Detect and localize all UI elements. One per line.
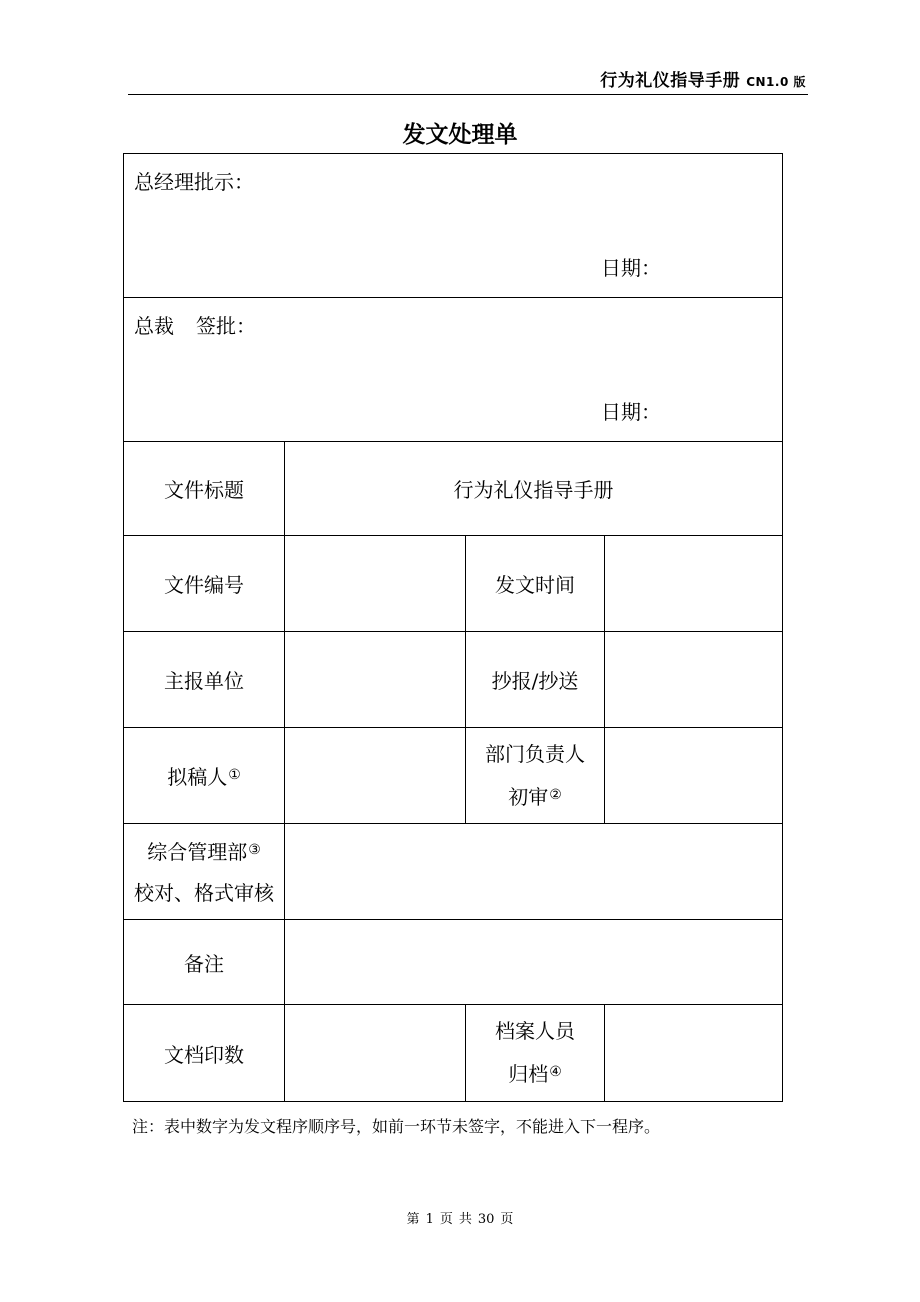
admin-review-label-cell (124, 824, 285, 920)
main-unit-field[interactable] (285, 632, 466, 728)
dept-head-label-line2: 初审 (508, 784, 549, 809)
print-count-row (124, 1005, 783, 1102)
gm-approval-label: 总经理批示： (134, 170, 254, 194)
file-title-row (124, 442, 783, 536)
archive-label-line1: 档案人员 (495, 1019, 575, 1043)
remarks-label: 备注 (124, 920, 285, 1005)
document-title: 发文处理单 (402, 122, 518, 148)
dept-head-label-line1: 部门负责人 (485, 741, 585, 766)
print-count-label: 文档印数 (124, 1005, 285, 1102)
drafter-field[interactable] (285, 728, 466, 824)
issue-time-label: 发文时间 (466, 536, 605, 632)
dept-head-label-cell (466, 728, 605, 824)
file-number-label: 文件编号 (124, 536, 285, 632)
dept-head-label-line2-wrap (466, 775, 604, 818)
drafter-step-mark: ① (228, 767, 241, 783)
main-unit-label: 主报单位 (124, 632, 285, 728)
gm-date-label: 日期： (601, 256, 661, 280)
dept-head-step-mark: ② (549, 786, 562, 803)
page-number (0, 1208, 920, 1227)
page-prefix: 第 (406, 1212, 420, 1227)
president-approval-row (124, 298, 783, 442)
page-current: 1 (425, 1212, 434, 1227)
drafter-row (124, 728, 783, 824)
page-header (128, 64, 808, 95)
gm-approval-cell[interactable] (124, 154, 783, 298)
file-number-field[interactable] (285, 536, 466, 632)
header-title-block (600, 66, 806, 91)
drafter-label: 拟稿人 (167, 765, 228, 789)
president-label-part2: 签批： (196, 314, 256, 338)
cc-label: 抄报/抄送 (466, 632, 605, 728)
president-date-label: 日期： (601, 400, 661, 424)
page-suffix: 页 (500, 1212, 514, 1227)
archive-field[interactable] (605, 1005, 783, 1102)
gm-approval-row (124, 154, 783, 298)
cc-field[interactable] (605, 632, 783, 728)
admin-review-label-line2: 校对、格式审核 (134, 880, 274, 905)
admin-review-row (124, 824, 783, 920)
admin-review-step-mark: ③ (248, 841, 261, 858)
dept-head-field[interactable] (605, 728, 783, 824)
president-approval-label (134, 310, 256, 339)
president-approval-cell[interactable] (124, 298, 783, 442)
footnote: 注：表中数字为发文程序顺序号，如前一环节未签字，不能进入下一程序。 (132, 1117, 661, 1136)
file-title-label: 文件标题 (124, 442, 285, 536)
page-total: 30 (477, 1212, 495, 1227)
file-number-row (124, 536, 783, 632)
page-mid: 页 (439, 1212, 453, 1227)
archive-label-line2-wrap (466, 1052, 604, 1095)
admin-review-label-line1: 综合管理部 (147, 839, 248, 864)
remarks-row (124, 920, 783, 1005)
print-count-field[interactable] (285, 1005, 466, 1102)
header-title: 行为礼仪指导手册 (600, 71, 741, 91)
president-label-part1: 总裁 (134, 314, 174, 338)
remarks-field[interactable] (285, 920, 783, 1005)
archive-label-cell (466, 1005, 605, 1102)
issue-time-field[interactable] (605, 536, 783, 632)
archive-label-line2: 归档 (508, 1062, 549, 1086)
file-title-value[interactable]: 行为礼仪指导手册 (285, 442, 783, 536)
admin-review-field[interactable] (285, 824, 783, 920)
main-unit-row (124, 632, 783, 728)
header-version: CN1.0 版 (746, 75, 806, 89)
admin-review-line1-wrap (124, 830, 284, 873)
dispatch-form-table (123, 153, 783, 1102)
page-total-prefix: 共 (458, 1212, 472, 1227)
archive-step-mark: ④ (549, 1064, 562, 1080)
drafter-label-cell (124, 728, 285, 824)
